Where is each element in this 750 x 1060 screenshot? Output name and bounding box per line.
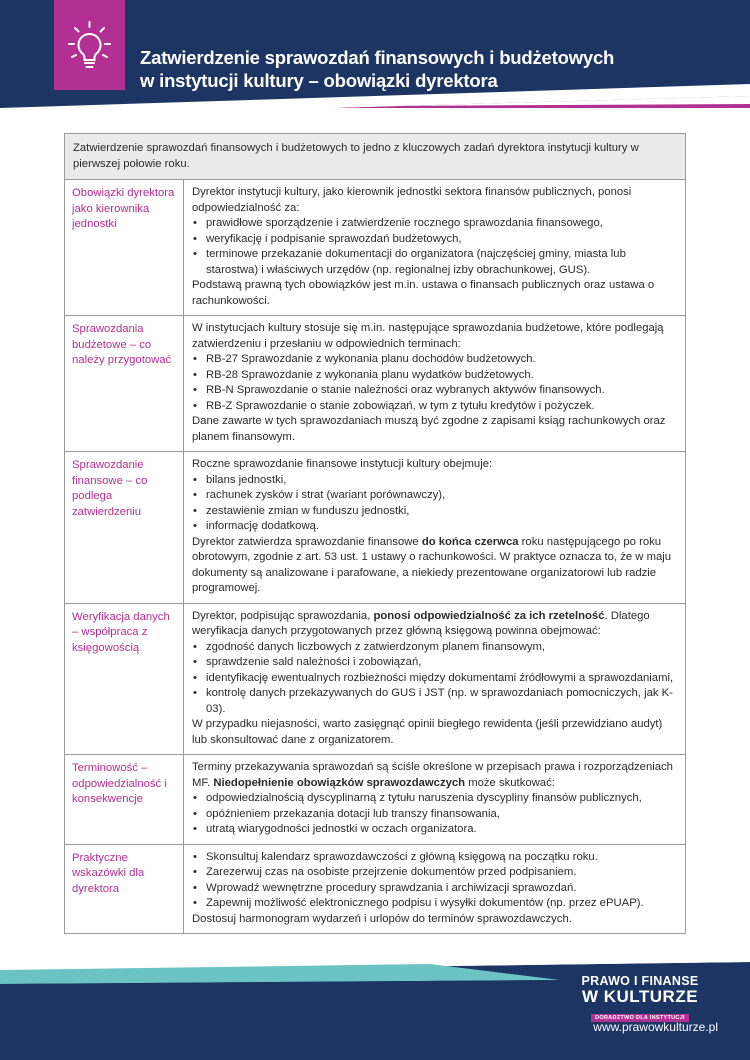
table-row (65, 845, 685, 934)
row-content (184, 452, 685, 603)
paragraph: W przypadku niejasności, warto zasięgnąć opinii biegłego rewidenta (jeśli przewidziano audyt) lub skonsultować dane z organizatorem. (192, 718, 663, 746)
row-label: Sprawozdania budżetowe – co należy przygotować (65, 316, 184, 451)
list-item: • prawidłowe sporządzenie i zatwierdzenie rocznego sprawozdania finansowego, (192, 216, 678, 232)
list-item: • utratą wiarygodności jednostki w oczach organizatora. (192, 822, 678, 838)
paragraph: W instytucjach kultury stosuje się m.in. następujące sprawozdania budżetowe, które podlegają zatwierdzeniu i przesłaniu w odpowiednich terminach: (192, 322, 664, 350)
bullet-list (192, 473, 678, 535)
text-span: Dyrektor zatwierdza sprawozdanie finansowe (192, 535, 422, 548)
page-title-line2: w instytucji kultury – obowiązki dyrektora (140, 70, 498, 91)
row-label: Praktyczne wskazówki dla dyrektora (65, 845, 184, 934)
list-item: • Skonsultuj kalendarz sprawozdawczości z główną księgową na początku roku. (192, 850, 678, 866)
website-link[interactable]: www.prawowkulturze.pl (593, 1020, 718, 1034)
list-item: • Zapewnij możliwość elektronicznego podpisu i wysyłki dokumentów (np. przez ePUAP). (192, 896, 678, 912)
paragraph: Podstawą prawną tych obowiązków jest m.in. ustawa o finansach publicznych oraz ustawa o rachunkowości. (192, 279, 655, 307)
list-item: • informację dodatkową. (192, 519, 678, 535)
list-item: • odpowiedzialnością dyscyplinarną z tytułu naruszenia dyscypliny finansów publicznych, (192, 791, 678, 807)
paragraph: Dane zawarte w tych sprawozdaniach muszą być zgodne z zapisami ksiąg rachunkowych oraz planem finansowym. (192, 415, 666, 443)
row-label: Sprawozdanie finansowe – co podlega zatwierdzeniu (65, 452, 184, 603)
table-row (65, 755, 685, 845)
list-item: • kontrolę danych przekazywanych do GUS i JST (np. w sprawozdaniach pomocniczych, jak K-03). (192, 686, 678, 717)
paragraph (192, 760, 678, 791)
page-title-line1: Zatwierdzenie sprawozdań finansowych i budżetowych (140, 47, 615, 68)
table-row (65, 316, 685, 452)
list-item: • bilans jednostki, (192, 473, 678, 489)
bold-text: Niedopełnienie obowiązków sprawozdawczych (213, 776, 466, 789)
list-item: • rachunek zysków i strat (wariant porównawczy), (192, 488, 678, 504)
paragraph: Dostosuj harmonogram wydarzeń i urlopów do terminów sprawozdawczych. (192, 912, 572, 925)
lightbulb-icon-box (54, 0, 125, 90)
text-span: Terminy przekazywania sprawozdań są ściśle określone w przepisach prawa i rozporządzeniach MF. (192, 761, 673, 789)
paragraph (192, 609, 678, 640)
bullet-list (192, 791, 678, 838)
paragraph: Dyrektor instytucji kultury, jako kierownik jednostki sektora finansów publicznych, ponosi odpowiedzialność za: (192, 186, 632, 214)
text-span: . Dlatego weryfikacja danych przygotowanych przez główną księgową powinna obejmować: (192, 609, 650, 637)
bold-text: ponosi odpowiedzialność za ich rzetelność (373, 609, 605, 622)
page-header (0, 0, 750, 108)
intro-text: Zatwierdzenie sprawozdań finansowych i budżetowych to jedno z kluczowych zadań dyrektora instytucji kultury w pierwszej połowie roku. (65, 134, 685, 180)
row-content (184, 180, 685, 315)
list-item: • RB-27 Sprawozdanie z wykonania planu dochodów budżetowych. (192, 352, 678, 368)
row-label: Terminowość – odpowiedzialność i konsekwencje (65, 755, 184, 844)
bullet-list (192, 216, 678, 278)
list-item: • RB-Z Sprawozdanie o stanie zobowiązań, w tym z tytułu kredytów i pożyczek. (192, 399, 678, 415)
bullet-list (192, 850, 678, 912)
table-row (65, 604, 685, 756)
page-footer (0, 960, 750, 1060)
text-span: Dyrektor, podpisując sprawozdania, (192, 609, 374, 622)
brand-line1: PRAWO I FINANSE (581, 974, 699, 988)
bullet-list (192, 352, 678, 414)
list-item: • Zarezerwuj czas na osobiste przejrzenie dokumentów przed podpisaniem. (192, 865, 678, 881)
paragraph (192, 535, 678, 597)
bullet-list (192, 640, 678, 718)
brand-logo (565, 974, 715, 1024)
bold-text: do końca czerwca (421, 535, 519, 548)
brand-line2: W KULTURZE (581, 987, 699, 1006)
row-content (184, 845, 685, 934)
list-item: • RB-28 Sprawozdanie z wykonania planu wydatków budżetowych. (192, 368, 678, 384)
row-label: Obowiązki dyrektora jako kierownika jednostki (65, 180, 184, 315)
list-item: • opóźnieniem przekazania dotacji lub transzy finansowania, (192, 807, 678, 823)
list-item: • Wprowadź wewnętrzne procedury sprawdzania i archiwizacji sprawozdań. (192, 881, 678, 897)
list-item: • zgodność danych liczbowych z zatwierdzonym planem finansowym, (192, 640, 678, 656)
row-label: Weryfikacja danych – współpraca z księgowością (65, 604, 184, 755)
text-span: roku następującego po roku obrotowym, zgodnie z art. 53 ust. 1 ustawy o rachunkowości. W praktyce oznacza to, że w maju dokumenty są analizowane i parafowane, a niekiedy prezentowane organizatorowi lub radzie programowej. (192, 535, 672, 594)
lightbulb-icon (54, 0, 125, 90)
list-item: • sprawdzenie sald należności i zobowiązań, (192, 655, 678, 671)
list-item: • RB-N Sprawozdanie o stanie należności oraz wybranych aktywów finansowych. (192, 383, 678, 399)
brand-tagline: DORADZTWO DLA INSTYTUCJI (591, 1014, 689, 1022)
paragraph: Roczne sprawozdanie finansowe instytucji kultury obejmuje: (192, 458, 493, 470)
list-item: • identyfikację ewentualnych rozbieżności między dokumentami źródłowymi a sprawozdaniami, (192, 671, 678, 687)
row-content (184, 604, 685, 755)
page-title (140, 46, 614, 92)
table-row (65, 452, 685, 604)
obligations-table (64, 133, 686, 934)
row-content (184, 316, 685, 451)
list-item: • weryfikację i podpisanie sprawozdań budżetowych, (192, 232, 678, 248)
text-span: może skutkować: (465, 776, 555, 789)
row-content (184, 755, 685, 844)
list-item: • zestawienie zmian w funduszu jednostki, (192, 504, 678, 520)
list-item: • terminowe przekazanie dokumentacji do organizatora (najczęściej gminy, miasta lub starostwa) i właściwych urzędów (np. regionalnej izby obrachunkowej, GUS). (192, 247, 678, 278)
table-row (65, 180, 685, 316)
